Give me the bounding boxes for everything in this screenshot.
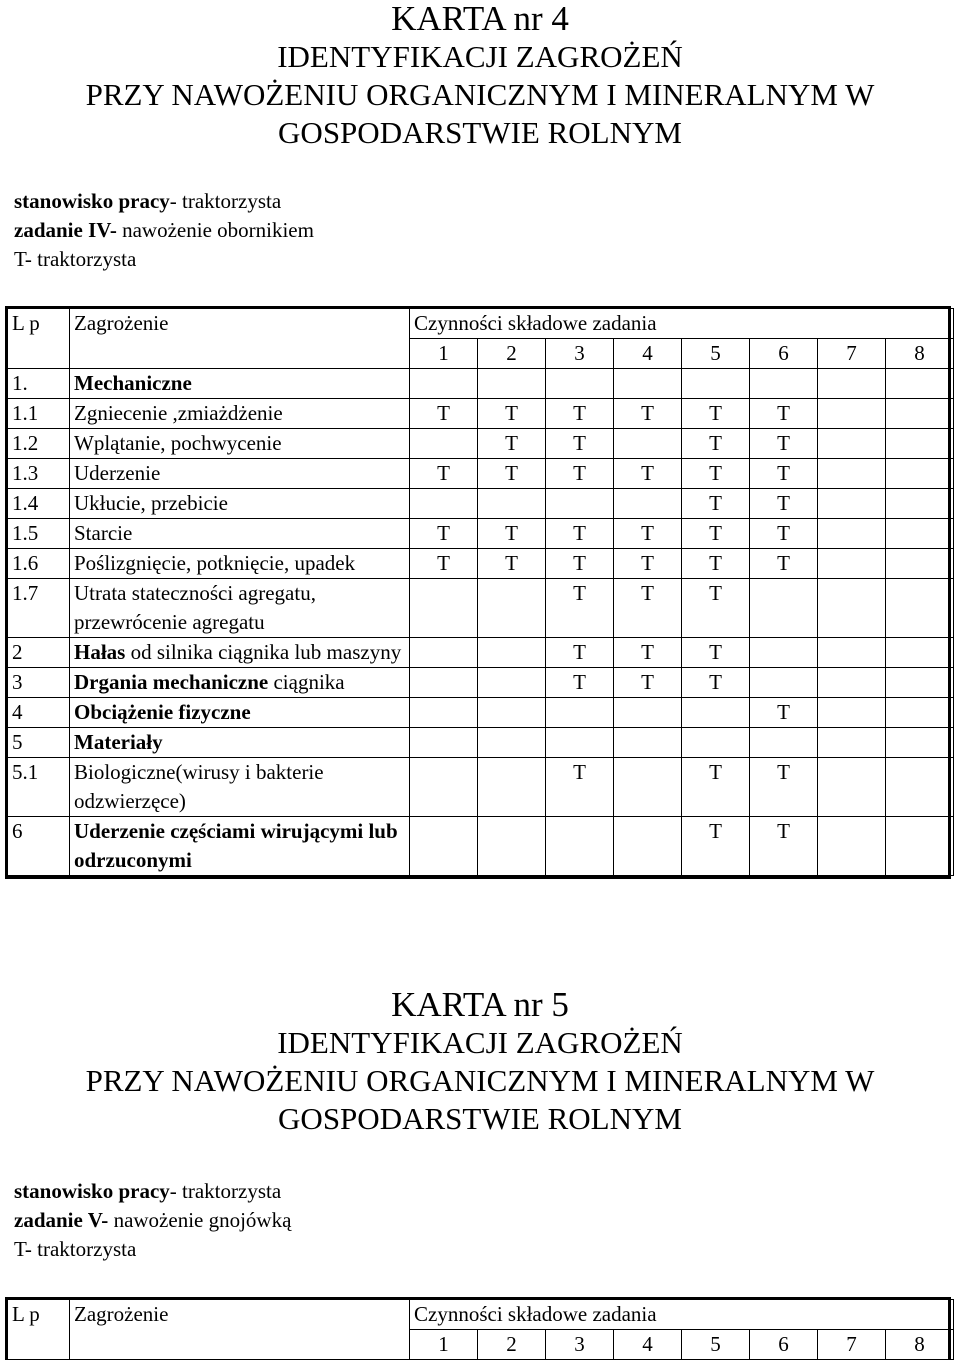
table-row: [8, 698, 954, 728]
row-lp: 1.1: [8, 399, 70, 429]
row-mark: [614, 489, 682, 519]
header-num: 8: [886, 1330, 954, 1360]
header-num: 5: [682, 339, 750, 369]
row-hazard-name: Poślizgnięcie, potknięcie, upadek: [70, 549, 410, 579]
header-czynnosci: Czynności składowe zadania: [410, 309, 954, 339]
header-zagrozenie: Zagrożenie: [70, 1300, 410, 1360]
header-num: 4: [614, 1330, 682, 1360]
row-lp: 1.6: [8, 549, 70, 579]
header-num: 1: [410, 339, 478, 369]
row-mark: T: [478, 459, 546, 489]
row-mark: [478, 728, 546, 758]
row-mark: [886, 519, 954, 549]
row-mark: T: [682, 638, 750, 668]
row-mark: [546, 369, 614, 399]
row-mark: T: [750, 519, 818, 549]
row-hazard-name-text: Mechaniczne: [74, 371, 192, 395]
row-mark: [750, 668, 818, 698]
row-mark: [886, 817, 954, 876]
card-4-legend: T- traktorzysta: [14, 247, 137, 271]
row-mark: [614, 429, 682, 459]
header-num: 7: [818, 339, 886, 369]
row-lp: 1.5: [8, 519, 70, 549]
table-row: [8, 369, 954, 399]
card-5-legend: T- traktorzysta: [14, 1237, 137, 1261]
table-row: [8, 817, 954, 876]
row-hazard-name-rest: od silnika ciągnika lub maszyny: [125, 640, 402, 664]
row-mark: T: [614, 638, 682, 668]
header-num: 3: [546, 1330, 614, 1360]
row-mark: T: [614, 549, 682, 579]
row-mark: [410, 369, 478, 399]
row-mark: [818, 728, 886, 758]
row-mark: [750, 579, 818, 638]
row-mark: T: [750, 489, 818, 519]
row-mark: [818, 638, 886, 668]
row-mark: T: [546, 638, 614, 668]
row-mark: [478, 638, 546, 668]
row-hazard-name-text: Materiały: [74, 730, 163, 754]
row-mark: [750, 638, 818, 668]
header-num: 1: [410, 1330, 478, 1360]
row-hazard-name: [70, 668, 410, 698]
card-5-zadanie: zadanie V- nawożenie gnojówką: [14, 1208, 292, 1232]
row-mark: T: [546, 668, 614, 698]
card-4-title-line3: PRZY NAWOŻENIU ORGANICZNYM I MINERALNYM W: [85, 77, 875, 112]
row-mark: [818, 459, 886, 489]
card-4-title: [0, 0, 960, 152]
row-lp: 4: [8, 698, 70, 728]
header-lp: L p: [8, 309, 70, 369]
row-mark: [818, 429, 886, 459]
row-mark: [818, 758, 886, 817]
row-lp: 1.4: [8, 489, 70, 519]
row-mark: T: [546, 549, 614, 579]
row-mark: T: [546, 399, 614, 429]
table-row: [8, 728, 954, 758]
row-mark: [886, 758, 954, 817]
row-mark: [818, 399, 886, 429]
row-hazard-name: Biologiczne(wirusy i bakterie odzwierzęce): [70, 758, 410, 817]
row-mark: T: [750, 399, 818, 429]
row-mark: [614, 698, 682, 728]
row-mark: T: [750, 698, 818, 728]
card-4-table: [5, 306, 951, 879]
row-lp: 3: [8, 668, 70, 698]
row-mark: [410, 758, 478, 817]
table-row: [8, 549, 954, 579]
row-lp: 6: [8, 817, 70, 876]
table-row: [8, 638, 954, 668]
row-mark: [614, 817, 682, 876]
row-mark: [886, 668, 954, 698]
row-mark: [546, 698, 614, 728]
row-mark: T: [478, 399, 546, 429]
row-mark: [478, 579, 546, 638]
row-hazard-name-rest: ciągnika: [268, 670, 345, 694]
row-mark: [886, 638, 954, 668]
row-mark: T: [546, 459, 614, 489]
row-mark: T: [410, 459, 478, 489]
row-mark: T: [546, 758, 614, 817]
card-4-stanowisko: stanowisko pracy- traktorzysta: [14, 189, 282, 213]
row-mark: [886, 728, 954, 758]
row-mark: [546, 728, 614, 758]
row-hazard-name-bold: Hałas: [74, 640, 126, 664]
row-mark: T: [614, 399, 682, 429]
row-mark: [410, 698, 478, 728]
row-lp: 1.: [8, 369, 70, 399]
card-5-title-line3: PRZY NAWOŻENIU ORGANICZNYM I MINERALNYM W: [85, 1063, 875, 1098]
header-num: 8: [886, 339, 954, 369]
header-lp: L p: [8, 1300, 70, 1360]
row-mark: T: [682, 579, 750, 638]
row-mark: T: [478, 429, 546, 459]
row-mark: T: [682, 399, 750, 429]
header-num: 5: [682, 1330, 750, 1360]
row-mark: [614, 728, 682, 758]
row-mark: [614, 758, 682, 817]
row-mark: T: [546, 519, 614, 549]
row-hazard-name: Uderzenie: [70, 459, 410, 489]
row-mark: [478, 817, 546, 876]
row-lp: 1.2: [8, 429, 70, 459]
table-row: [8, 519, 954, 549]
row-lp: 5: [8, 728, 70, 758]
card-5-title-line4: GOSPODARSTWIE ROLNYM: [278, 1101, 682, 1136]
row-mark: T: [750, 817, 818, 876]
header-num: 2: [478, 339, 546, 369]
row-mark: [818, 549, 886, 579]
row-mark: [478, 758, 546, 817]
row-mark: [886, 698, 954, 728]
row-mark: T: [682, 429, 750, 459]
table-header-row: [8, 309, 954, 339]
table-row: [8, 399, 954, 429]
row-mark: [818, 489, 886, 519]
row-mark: [410, 489, 478, 519]
row-hazard-name-text: Obciążenie fizyczne: [74, 700, 251, 724]
header-num: 3: [546, 339, 614, 369]
row-mark: T: [478, 549, 546, 579]
row-mark: [410, 638, 478, 668]
row-mark: [410, 579, 478, 638]
row-mark: T: [750, 549, 818, 579]
header-num: 6: [750, 1330, 818, 1360]
row-lp: 1.3: [8, 459, 70, 489]
card-5-info: [14, 1177, 291, 1264]
row-mark: [886, 369, 954, 399]
card-5-table: [5, 1297, 951, 1360]
card-4-title-line4: GOSPODARSTWIE ROLNYM: [278, 115, 682, 150]
card-4-zadanie: zadanie IV- nawożenie obornikiem: [14, 218, 314, 242]
card-4-info: [14, 187, 314, 274]
row-mark: T: [682, 549, 750, 579]
row-mark: [886, 579, 954, 638]
row-mark: T: [614, 519, 682, 549]
row-mark: [478, 489, 546, 519]
row-mark: [750, 369, 818, 399]
row-lp: 1.7: [8, 579, 70, 638]
row-mark: [818, 579, 886, 638]
card-5-stanowisko: stanowisko pracy- traktorzysta: [14, 1179, 282, 1203]
row-mark: T: [682, 519, 750, 549]
row-mark: [682, 369, 750, 399]
row-mark: [478, 698, 546, 728]
row-mark: [750, 728, 818, 758]
row-mark: T: [410, 519, 478, 549]
row-mark: T: [410, 399, 478, 429]
header-num: 4: [614, 339, 682, 369]
row-mark: [818, 698, 886, 728]
card-4-title-line1: KARTA nr 4: [391, 0, 569, 38]
row-mark: T: [682, 758, 750, 817]
row-mark: T: [682, 489, 750, 519]
row-hazard-name: Utrata stateczności agregatu, przewrócenie agregatu: [70, 579, 410, 638]
row-mark: T: [682, 668, 750, 698]
row-mark: [886, 459, 954, 489]
row-mark: T: [750, 758, 818, 817]
row-mark: T: [682, 459, 750, 489]
row-lp: 5.1: [8, 758, 70, 817]
row-hazard-name-bold: Drgania mechaniczne: [74, 670, 269, 694]
row-hazard-name: [70, 728, 410, 758]
row-mark: [818, 519, 886, 549]
table-row: [8, 429, 954, 459]
row-mark: T: [546, 579, 614, 638]
row-hazard-name: [70, 369, 410, 399]
row-mark: [682, 698, 750, 728]
header-czynnosci: Czynności składowe zadania: [410, 1300, 954, 1330]
row-mark: T: [546, 429, 614, 459]
table-row: [8, 489, 954, 519]
row-mark: [886, 549, 954, 579]
row-hazard-name: [70, 698, 410, 728]
row-hazard-name-text: Uderzenie częściami wirującymi lub odrzuconymi: [74, 819, 398, 872]
header-num: 6: [750, 339, 818, 369]
row-mark: [410, 429, 478, 459]
card-4-title-line2: IDENTYFIKACJI ZAGROŻEŃ: [277, 39, 683, 74]
row-hazard-name: Wplątanie, pochwycenie: [70, 429, 410, 459]
row-mark: [478, 668, 546, 698]
row-mark: [818, 668, 886, 698]
row-mark: [410, 728, 478, 758]
row-mark: T: [614, 668, 682, 698]
header-num: 2: [478, 1330, 546, 1360]
row-mark: T: [682, 817, 750, 876]
row-mark: T: [478, 519, 546, 549]
row-hazard-name: Ukłucie, przebicie: [70, 489, 410, 519]
row-mark: T: [410, 549, 478, 579]
card-5-title: [0, 986, 960, 1138]
row-mark: [478, 369, 546, 399]
table-row: [8, 579, 954, 638]
row-hazard-name: Zgniecenie ,zmiażdżenie: [70, 399, 410, 429]
card-5-title-line2: IDENTYFIKACJI ZAGROŻEŃ: [277, 1025, 683, 1060]
table-row: [8, 668, 954, 698]
table-row: [8, 459, 954, 489]
row-hazard-name: [70, 817, 410, 876]
table-header-row: [8, 1300, 954, 1330]
card-5-title-line1: KARTA nr 5: [391, 985, 569, 1024]
row-mark: [886, 429, 954, 459]
header-zagrozenie: Zagrożenie: [70, 309, 410, 369]
row-hazard-name: [70, 638, 410, 668]
row-mark: [818, 817, 886, 876]
row-lp: 2: [8, 638, 70, 668]
row-mark: T: [750, 429, 818, 459]
row-mark: [546, 817, 614, 876]
row-mark: [410, 668, 478, 698]
row-mark: T: [614, 579, 682, 638]
row-mark: [546, 489, 614, 519]
row-mark: T: [614, 459, 682, 489]
row-mark: [682, 728, 750, 758]
row-mark: T: [750, 459, 818, 489]
table-row: [8, 758, 954, 817]
row-mark: [886, 399, 954, 429]
header-num: 7: [818, 1330, 886, 1360]
row-mark: [818, 369, 886, 399]
row-mark: [886, 489, 954, 519]
row-hazard-name: Starcie: [70, 519, 410, 549]
row-mark: [614, 369, 682, 399]
row-mark: [410, 817, 478, 876]
